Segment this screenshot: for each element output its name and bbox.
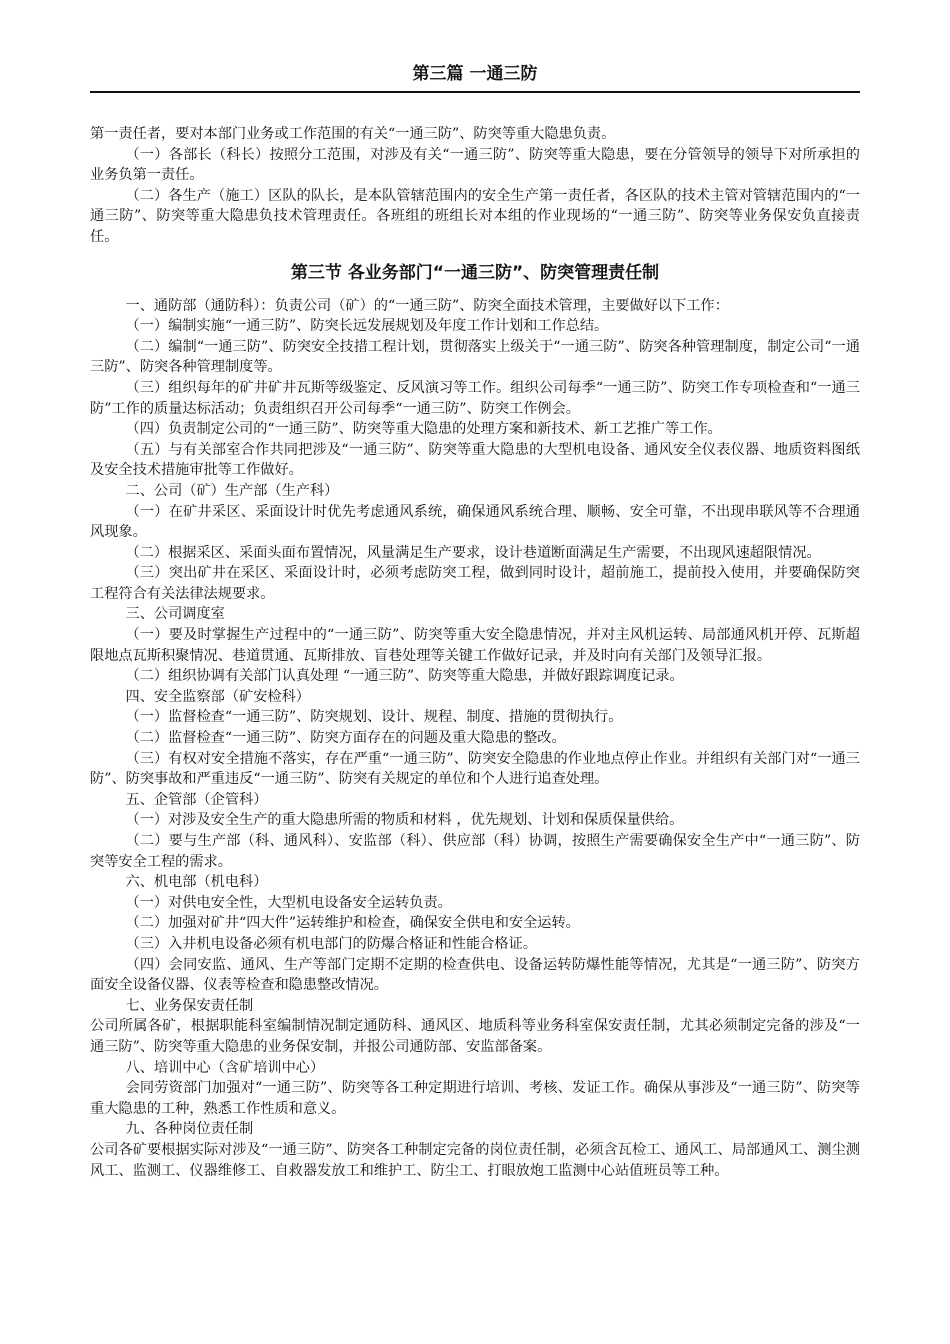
paragraph: 公司所属各矿，根据职能科室编制情况制定通防科、通风区、地质科等业务科室保安责任制，尤其必须制定完备的涉及“一通三防”、防突等重大隐患的业务保安制，并报公司通防部、安监部备案。 <box>90 1018 860 1055</box>
subheading: 八、培训中心（含矿培训中心） <box>125 1059 325 1076</box>
paragraph: （二）组织协调有关部门认真处理 “一通三防”、防突等重大隐患，并做好跟踪调度记录。 <box>125 668 684 685</box>
paragraph: （三）突出矿井在采区、采面设计时，必须考虑防突工程，做到同时设计，超前施工，提前投入使用，并要确保防突工程符合有关法律法规要求。 <box>90 565 860 602</box>
paragraph: （一）要及时掌握生产过程中的“一通三防”、防突等重大安全隐患情况，并对主风机运转、局部通风机开停、瓦斯超限地点瓦斯积聚情况、巷道贯通、瓦斯排放、盲巷处理等关键工作做好记录，并及时向有关部门及领导汇报。 <box>90 627 860 664</box>
header-rule <box>90 91 860 93</box>
page-header-title: 第三篇 一通三防 <box>412 64 538 84</box>
subheading: 五、企管部（企管科） <box>125 791 268 808</box>
paragraph: （一）对涉及安全生产的重大隐患所需的物质和材料 ，优先规划、计划和保质保量供给。 <box>125 812 684 829</box>
paragraph: （四）会同安监、通风、生产等部门定期不定期的检查供电、设备运转防爆性能等情况，尤其是“一通三防”、防突方面安全设备仪器、仪表等检查和隐患整改情况。 <box>90 956 860 994</box>
subheading: 七、业务保安责任制 <box>125 997 254 1014</box>
subheading: 二、公司（矿）生产部（生产科） <box>125 482 339 499</box>
paragraph: （三）有权对安全措施不落实，存在严重“一通三防”、防突安全隐患的作业地点停止作业。并组织有关部门对“一通三防”、防突事故和严重违反“一通三防”、防突有关规定的单位和个人进行追查处理。 <box>90 750 860 788</box>
subheading: 四、安全监察部（矿安检科） <box>125 688 310 705</box>
paragraph: （一）监督检查“一通三防”、防突规划、设计、规程、制度、措施的贯彻执行。 <box>125 709 623 726</box>
paragraph: （一）在矿井采区、采面设计时优先考虑通风系统，确保通风系统合理、顺畅、安全可靠，不出现串联风等不合理通风现象。 <box>90 503 860 541</box>
paragraph: 一、通防部（通防科）：负责公司（矿）的“一通三防”、防突全面技术管理，主要做好以下工作： <box>125 297 729 314</box>
paragraph: 会同劳资部门加强对“一通三防”、防突等各工种定期进行培训、考核、发证工作。确保从事涉及“一通三防”、防突等重大隐患的工种，熟悉工作性质和意义。 <box>90 1080 860 1117</box>
paragraph: （三）入井机电设备必须有机电部门的防爆合格证和性能合格证。 <box>125 935 537 952</box>
paragraph: （一）对供电安全性，大型机电设备安全运转负责。 <box>125 894 452 911</box>
paragraph: （二）要与生产部（科、通风科）、安监部（科）、供应部（科）协调，按照生产需要确保安全生产中“一通三防”、防突等安全工程的需求。 <box>90 833 860 870</box>
paragraph: （二）监督检查“一通三防”、防突方面存在的问题及重大隐患的整改。 <box>125 730 566 747</box>
paragraph: （二）编制“一通三防”、防突安全技措工程计划，贯彻落实上级关于“一通三防”、防突各种管理制度，制定公司“一通三防”、防突各种管理制度等。 <box>90 338 860 376</box>
document-body <box>90 124 860 1181</box>
paragraph: （二）各生产（施工）区队的队长，是本队管辖范围内的安全生产第一责任者，各区队的技术主管对管辖范围内的“一通三防”、防突等重大隐患负技术管理责任。各班组的班组长对本组的作业现场的“一通三防”、防突等业务保安负直接责任。 <box>90 187 860 245</box>
paragraph: （二）加强对矿井“四大件”运转维护和检查，确保安全供电和安全运转。 <box>125 915 580 932</box>
paragraph: （一）编制实施“一通三防”、防突长远发展规划及年度工作计划和工作总结。 <box>125 318 609 335</box>
paragraph: （四）负责制定公司的“一通三防”、防突等重大隐患的处理方案和新技术、新工艺推广等工作。 <box>125 421 722 438</box>
subheading: 九、各种岗位责任制 <box>125 1121 254 1138</box>
paragraph: （一）各部长（科长）按照分工范围，对涉及有关“一通三防”、防突等重大隐患，要在分管领导的领导下对所承担的业务负第一责任。 <box>90 146 860 184</box>
paragraph: （三）组织每年的矿井矿井瓦斯等级鉴定、反风演习等工作。组织公司每季“一通三防”、防突工作专项检查和“一通三防”工作的质量达标活动；负责组织召开公司每季“一通三防”、防突工作例会。 <box>90 379 860 417</box>
paragraph: 公司各矿要根据实际对涉及“一通三防”、防突各工种制定完备的岗位责任制，必须含瓦检工、通风工、局部通风工、测尘测风工、监测工、仪器维修工、自救器发放工和维护工、防尘工、打眼放炮工监测中心站值班员等工种。 <box>90 1141 860 1179</box>
paragraph: 第一责任者，要对本部门业务或工作范围的有关“一通三防”、防突等重大隐患负责。 <box>90 126 616 142</box>
subheading: 六、机电部（机电科） <box>125 874 268 891</box>
section-title: 第三节 各业务部门“一通三防”、防突管理责任制 <box>290 262 660 283</box>
paragraph: （二）根据采区、采面头面布置情况，风量满足生产要求，设计巷道断面满足生产需要，不出现风速超限情况。 <box>125 544 821 561</box>
subheading: 三、公司调度室 <box>125 606 225 623</box>
paragraph: （五）与有关部室合作共同把涉及“一通三防”、防突等重大隐患的大型机电设备、通风安全仪表仪器、地质资料图纸及安全技术措施审批等工作做好。 <box>90 441 860 479</box>
